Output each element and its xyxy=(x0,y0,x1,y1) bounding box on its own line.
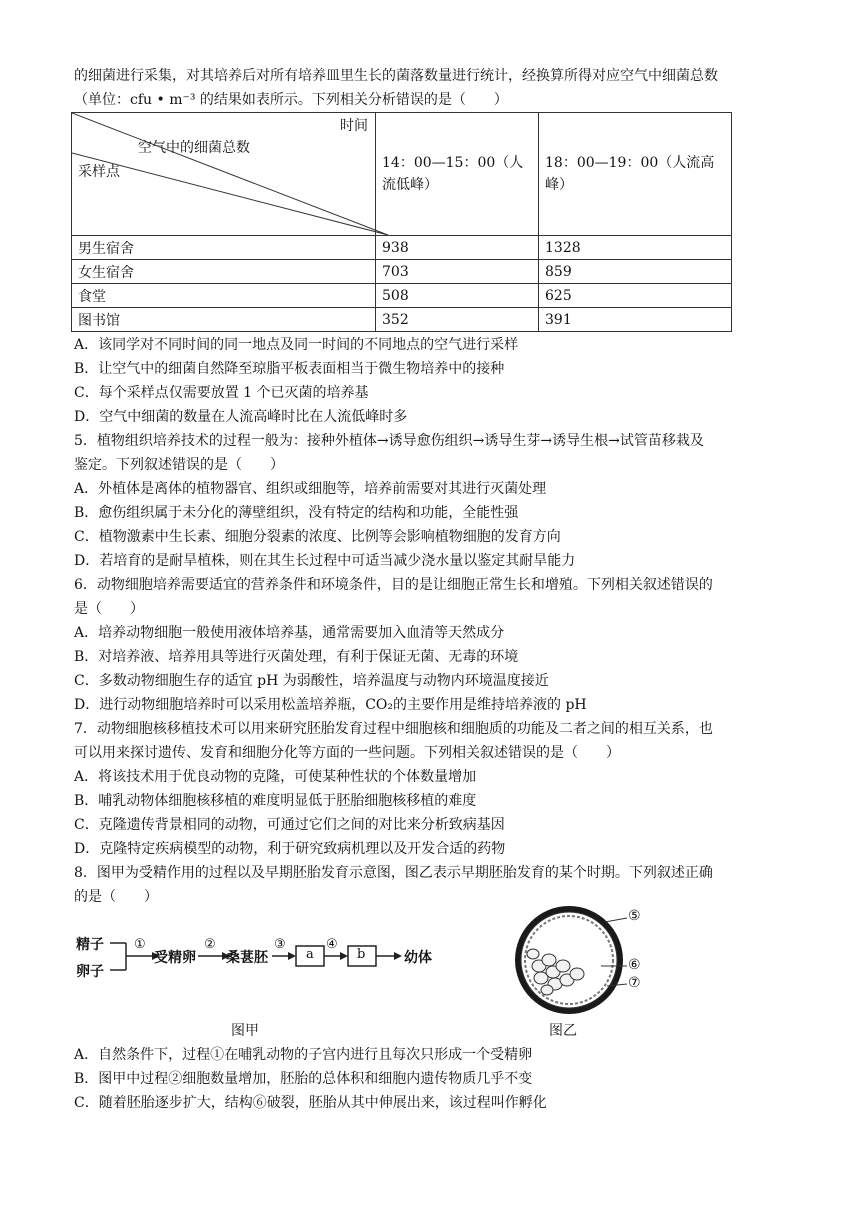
intro-line-1: 的细菌进行采集，对其培养后对所有培养皿里生长的菌落数量进行统计，经换算所得对应空气中细菌总数 xyxy=(74,68,718,84)
zygote-label: 受精卵 xyxy=(154,950,196,966)
q4-option-d: D．空气中细菌的数量在人流高峰时比在人流低峰时多 xyxy=(74,409,408,425)
intro-line-2: （单位：cfu • m⁻³ 的结果如表所示。下列相关分析错误的是（ ） xyxy=(74,92,508,108)
corner-time-label: 时间 xyxy=(340,118,368,134)
q4-option-a: A．该同学对不同时间的同一地点及同一时间的不同地点的空气进行采样 xyxy=(74,337,519,353)
q7-option-a: A．将该技术用于优良动物的克隆，可使某种性状的个体数量增加 xyxy=(74,769,477,785)
q8-option-c: C．随着胚胎逐步扩大，结构⑥破裂，胚胎从其中伸展出来，该过程叫作孵化 xyxy=(74,1095,547,1111)
q8-stem-2: 的是（ ） xyxy=(74,889,158,905)
table-header-row xyxy=(72,113,732,236)
value-cell: 625 xyxy=(539,284,732,308)
q5-option-d: D．若培育的是耐旱植株，则在其生长过程中可适当减少浇水量以鉴定其耐旱能力 xyxy=(74,553,576,569)
value-cell: 938 xyxy=(376,236,539,260)
q6-option-b: B．对培养液、培养用具等进行灭菌处理，有利于保证无菌、无毒的环境 xyxy=(74,649,519,665)
young-label: 幼体 xyxy=(404,950,432,966)
q7-option-c: C．克隆遗传背景相同的动物，可通过它们之间的对比来分析致病基因 xyxy=(74,817,505,833)
site-cell: 女生宿舍 xyxy=(72,260,376,284)
q6-stem-2: 是（ ） xyxy=(74,601,144,617)
q5-option-a: A．外植体是离体的植物器官、组织或细胞等，培养前需要对其进行灭菌处理 xyxy=(74,481,547,497)
egg-label: 卵子 xyxy=(76,964,104,980)
q8-stem-1: 8．图甲为受精作用的过程以及早期胚胎发育示意图，图乙表示早期胚胎发育的某个时期。下列叙述正确 xyxy=(74,865,713,881)
value-cell: 859 xyxy=(539,260,732,284)
morula-label: 桑葚胚 xyxy=(226,950,268,966)
col-header-high: 18：00—19：00（人流高峰） xyxy=(539,113,732,236)
table-row xyxy=(72,284,732,308)
label-7: ⑦ xyxy=(628,975,641,991)
table-row xyxy=(72,236,732,260)
figure-b-blastocyst xyxy=(505,904,685,1016)
step3-label: ③ xyxy=(274,937,286,952)
q7-stem-2: 可以用来探讨遗传、发育和细胞分化等方面的一些问题。下列相关叙述错误的是（ ） xyxy=(74,745,620,761)
step2-label: ② xyxy=(204,937,216,952)
q6-option-a: A．培养动物细胞一般使用液体培养基，通常需要加入血清等天然成分 xyxy=(74,625,505,641)
bacteria-table xyxy=(71,112,732,332)
q7-option-d: D．克隆特定疾病模型的动物，利于研究致病机理以及开发合适的药物 xyxy=(74,841,506,857)
corner-item-label: 空气中的细菌总数 xyxy=(138,140,250,156)
value-cell: 703 xyxy=(376,260,539,284)
q7-option-b: B．哺乳动物体细胞核移植的难度明显低于胚胎细胞核移植的难度 xyxy=(74,793,477,809)
q4-option-b: B．让空气中的细菌自然降至琼脂平板表面相当于微生物培养中的接种 xyxy=(74,361,505,377)
q6-option-d: D．进行动物细胞培养时可以采用松盖培养瓶，CO₂的主要作用是维持培养液的 pH xyxy=(74,697,587,713)
q8-option-b: B．图甲中过程②细胞数量增加，胚胎的总体积和细胞内遗传物质几乎不变 xyxy=(74,1071,533,1087)
value-cell: 391 xyxy=(539,308,732,332)
table-corner-cell xyxy=(72,113,376,236)
figure-b-caption: 图乙 xyxy=(549,1023,577,1039)
value-cell: 508 xyxy=(376,284,539,308)
sperm-label: 精子 xyxy=(76,937,104,953)
box-b-label: b xyxy=(357,947,366,962)
col-header-low: 14：00—15：00（人流低峰） xyxy=(376,113,539,236)
step1-label: ① xyxy=(134,937,146,952)
label-5: ⑤ xyxy=(628,908,641,924)
q5-option-b: B．愈伤组织属于未分化的薄壁组织，没有特定的结构和功能，全能性强 xyxy=(74,505,519,521)
q6-option-c: C．多数动物细胞生存的适宜 pH 为弱酸性，培养温度与动物内环境温度接近 xyxy=(74,673,549,689)
table-row xyxy=(72,260,732,284)
q7-stem-1: 7．动物细胞核移植技术可以用来研究胚胎发育过程中细胞核和细胞质的功能及二者之间的相互关系，也 xyxy=(74,721,713,737)
q8-option-a: A．自然条件下，过程①在哺乳动物的子宫内进行且每次只形成一个受精卵 xyxy=(74,1047,533,1063)
box-a-label: a xyxy=(306,947,314,962)
blastocyst-drawing xyxy=(505,904,685,1016)
q5-stem-1: 5．植物组织培养技术的过程一般为：接种外植体→诱导愈伤组织→诱导生芽→诱导生根→试管苗移栽及 xyxy=(74,433,704,449)
corner-site-label: 采样点 xyxy=(78,164,120,180)
site-cell: 食堂 xyxy=(72,284,376,308)
q6-stem-1: 6．动物细胞培养需要适宜的营养条件和环境条件，目的是让细胞正常生长和增殖。下列相关叙述错误的 xyxy=(74,577,713,593)
q5-stem-2: 鉴定。下列叙述错误的是（ ） xyxy=(74,457,284,473)
site-cell: 图书馆 xyxy=(72,308,376,332)
label-6: ⑥ xyxy=(628,957,641,973)
step4-label: ④ xyxy=(326,937,338,952)
figure-a-caption: 图甲 xyxy=(231,1023,259,1039)
value-cell: 352 xyxy=(376,308,539,332)
figure-a-flow-diagram xyxy=(76,928,456,988)
q5-option-c: C．植物激素中生长素、细胞分裂素的浓度、比例等会影响植物细胞的发育方向 xyxy=(74,529,561,545)
q4-option-c: C．每个采样点仅需要放置 1 个已灭菌的培养基 xyxy=(74,385,369,401)
value-cell: 1328 xyxy=(539,236,732,260)
table-row xyxy=(72,308,732,332)
site-cell: 男生宿舍 xyxy=(72,236,376,260)
